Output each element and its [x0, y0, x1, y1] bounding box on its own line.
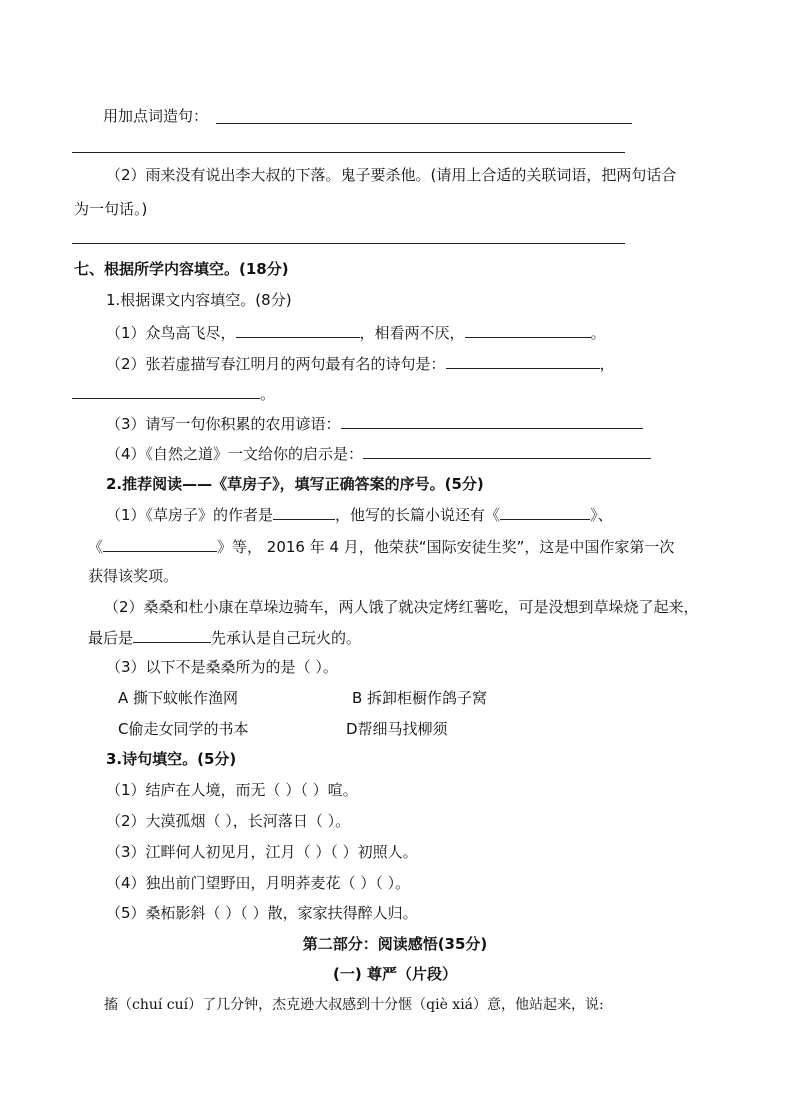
poem-line-3: （3）江畔何人初见月，江月（ ）（ ）初照人。 — [106, 843, 418, 861]
p2-q3: （3）以下不是桑桑所为的是（ ）。 — [106, 658, 338, 676]
option-d[interactable]: D帮细马找柳须 — [346, 720, 448, 738]
part2-title: 2.推荐阅读——《草房子》，填写正确答案的序号。(5分) — [106, 475, 484, 493]
answer-blank[interactable] — [500, 504, 590, 520]
part-two-title: 第二部分：阅读感悟(35分) — [302, 935, 488, 953]
use-dotted-words-prompt: 用加点词造句： — [103, 107, 209, 125]
answer-blank[interactable] — [72, 383, 260, 399]
p2-q1-cont — [88, 536, 674, 557]
option-b[interactable]: B 拆卸柜橱作鸽子窝 — [352, 689, 488, 707]
part1-title: 1.根据课文内容填空。(8分) — [106, 291, 292, 309]
p1-q1-text-b: ，相看两不厌， — [359, 324, 465, 342]
poem-line-4: （4）独出前门望野田，月明荞麦花（ ）（ ）。 — [106, 874, 411, 892]
answer-line[interactable] — [72, 152, 625, 153]
p2-q2-line2 — [88, 627, 361, 648]
p2-q1-text-b: ，他写的长篇小说还有《 — [335, 506, 501, 524]
p1-q1-text-a: （1）众鸟高飞尽， — [106, 324, 236, 342]
p2-q2-text-c: 先承认是自己玩火的。 — [211, 629, 362, 647]
poem-line-5: （5）桑柘影斜（ ）（ ）散，家家扶得醉人归。 — [106, 904, 418, 922]
p2-q1-end: 获得该奖项。 — [88, 567, 179, 585]
answer-blank[interactable] — [465, 322, 591, 338]
p2-q1 — [106, 504, 613, 525]
p2-q1-text-c: 》、 — [590, 506, 613, 524]
answer-blank[interactable] — [446, 353, 600, 369]
p1-q2-text: （2）张若虚描写春江明月的两句最有名的诗句是： — [106, 355, 446, 373]
answer-blank[interactable] — [363, 443, 651, 459]
answer-blank[interactable] — [273, 504, 335, 520]
p1-q2-comma: ， — [599, 355, 615, 373]
p1-q2-end: 。 — [260, 385, 276, 403]
p2-q1-text-d: 《 — [88, 538, 104, 556]
p1-q2 — [106, 353, 615, 374]
poem-line-2: （2）大漠孤烟（ ），长河落日（ ）。 — [106, 812, 351, 830]
sec6-q2-line2: 为一句话。) — [74, 200, 148, 218]
answer-blank[interactable] — [236, 322, 360, 338]
answer-line[interactable] — [72, 243, 625, 244]
p1-q3 — [106, 413, 643, 434]
p2-q2-line1: （2）桑桑和杜小康在草垛边骑车，两人饿了就决定烤红薯吃，可是没想到草垛烧了起来， — [104, 598, 699, 616]
p1-q2-cont — [72, 383, 275, 404]
option-c[interactable]: C偷走女同学的书本 — [118, 720, 249, 738]
p1-q1-end: 。 — [590, 324, 606, 342]
answer-line[interactable] — [216, 123, 632, 124]
answer-blank[interactable] — [133, 627, 211, 643]
p1-q4 — [106, 443, 651, 464]
poem-line-1: （1）结庐在人境，而无（ ）（ ）喧。 — [106, 781, 358, 799]
p1-q1 — [106, 322, 606, 343]
p1-q4-text: （4）《自然之道》一文给你的启示是： — [106, 445, 364, 463]
option-a[interactable]: A 撕下蚊帐作渔网 — [118, 689, 239, 707]
reading-passage-line: 搐（chuí cuí）了几分钟，杰克逊大叔感到十分惬（qiè xiá）意，他站起来，说: — [104, 997, 604, 1013]
answer-blank[interactable] — [103, 536, 217, 552]
part3-title: 3.诗句填空。(5分) — [106, 750, 237, 768]
p2-q1-text-e: 》等， 2016 年 4 月，他荣获“国际安徒生奖”，这是中国作家第一次 — [217, 538, 675, 556]
reading-subtitle: (一) 尊严（片段） — [333, 965, 457, 983]
section-7-title: 七、根据所学内容填空。(18分) — [74, 260, 289, 278]
p2-q1-text-a: （1）《草房子》的作者是 — [106, 506, 274, 524]
p2-q2-text-b: 最后是 — [88, 629, 134, 647]
answer-blank[interactable] — [341, 413, 643, 429]
sec6-q2-line1: （2）雨来没有说出李大叔的下落。鬼子要杀他。(请用上合适的关联词语，把两句话合 — [106, 166, 677, 184]
p1-q3-text: （3）请写一句你积累的农用谚语： — [106, 415, 341, 433]
